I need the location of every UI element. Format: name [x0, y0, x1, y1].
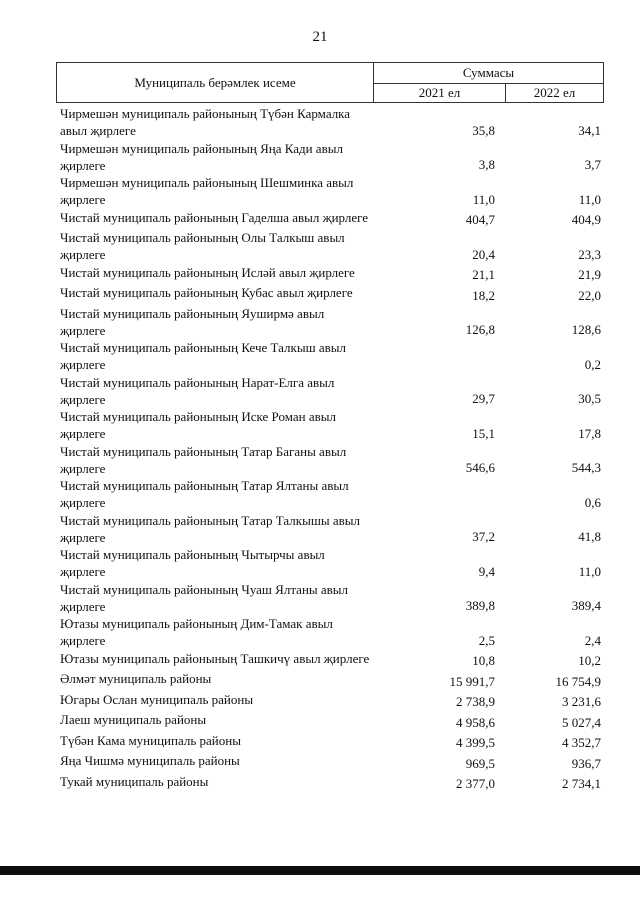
row-value-2021: 15,1	[472, 425, 495, 441]
header-year-2021: 2021 ел	[374, 84, 506, 102]
row-value-2021: 20,4	[472, 246, 495, 262]
row-value-2022: 128,6	[571, 322, 601, 337]
table-row	[0, 374, 640, 409]
row-value-2021: 4 399,5	[456, 735, 495, 750]
row-value-2022: 22,0	[578, 287, 601, 303]
row-name: Тукай муниципаль районы	[60, 773, 209, 789]
row-value-2022: 0,2	[584, 356, 601, 372]
row-name: Чистай муниципаль районының Татар Баганы авыл җирлеге	[60, 443, 347, 476]
row-value-2021: 4 958,6	[456, 714, 495, 730]
row-name: Ютазы муниципаль районының Ташкичү авыл җирлеге	[60, 650, 370, 666]
row-value-2022: 3,7	[584, 157, 601, 172]
row-value-2021: 2,5	[478, 632, 495, 648]
table-row	[0, 732, 640, 753]
table-row	[0, 773, 640, 794]
row-value-2022: 17,8	[578, 425, 601, 441]
row-name: Чистай муниципаль районының Татар Ялтаны авыл җирлеге	[60, 478, 349, 510]
row-value-2022: 34,1	[578, 122, 601, 138]
table-row	[0, 546, 640, 581]
table-row	[0, 174, 640, 209]
table-row	[0, 477, 640, 512]
row-value-2022: 10,2	[578, 653, 601, 668]
table-row	[0, 305, 640, 340]
row-name: Чистай муниципаль районының Исләй авыл җирлеге	[60, 264, 355, 280]
row-value-2022: 3 231,6	[562, 694, 601, 709]
row-name: Чистай муниципаль районының Иске Роман авыл җирлеге	[60, 409, 336, 441]
table-row	[0, 670, 640, 691]
row-name: Чирмешән муниципаль районының Шешминка авыл җирлеге	[60, 175, 354, 207]
table-row	[0, 339, 640, 374]
table-row	[0, 408, 640, 443]
table-row	[0, 615, 640, 650]
row-value-2021: 21,1	[472, 267, 495, 282]
row-name: Югары Ослан муниципаль районы	[60, 691, 254, 707]
row-name: Чистай муниципаль районының Гаделша авыл җирлеге	[60, 209, 369, 225]
row-value-2021: 2 377,0	[456, 776, 495, 791]
row-value-2022: 21,9	[578, 267, 601, 282]
header-year-2022: 2022 ел	[533, 85, 576, 100]
table-row	[0, 264, 640, 285]
row-value-2022: 2 734,1	[562, 776, 601, 791]
row-value-2022: 389,4	[571, 598, 601, 613]
row-name: Чистай муниципаль районының Чуаш Ялтаны авыл җирлеге	[60, 581, 349, 614]
row-name: Чистай муниципаль районының Яуширмә авыл җирлеге	[60, 305, 325, 338]
row-value-2021: 37,2	[472, 529, 495, 544]
row-value-2021: 389,8	[465, 598, 495, 613]
header-municipality-name: Муниципаль берәмлек исеме	[57, 63, 374, 102]
row-value-2022: 23,3	[578, 246, 601, 262]
row-name: Чистай муниципаль районының Нарат-Елга авыл җирлеге	[60, 374, 335, 407]
row-value-2021: 969,5	[465, 755, 495, 771]
table-row	[0, 443, 640, 478]
row-name: Чистай муниципаль районының Кубас авыл җирлеге	[60, 285, 353, 300]
row-name: Лаеш муниципаль районы	[60, 712, 207, 727]
row-value-2021: 404,7	[465, 212, 495, 227]
row-name: Әлмәт муниципаль районы	[60, 671, 212, 686]
row-value-2022: 30,5	[578, 391, 601, 406]
table-row	[0, 229, 640, 264]
row-value-2021: 3,8	[478, 157, 495, 172]
row-value-2021: 15 991,7	[449, 673, 495, 689]
row-name: Чистай муниципаль районының Олы Талкыш авыл җирлеге	[60, 230, 345, 262]
row-name: Чистай муниципаль районының Чытырчы авыл җирлеге	[60, 547, 325, 579]
table-row	[0, 711, 640, 732]
row-value-2022: 4 352,7	[562, 735, 601, 750]
table-header	[56, 62, 604, 103]
table-row	[0, 650, 640, 671]
table-row	[0, 581, 640, 616]
row-value-2022: 544,3	[571, 460, 601, 475]
row-name: Чистай муниципаль районының Татар Талкышы авыл җирлеге	[60, 512, 360, 545]
table-row	[0, 140, 640, 175]
row-value-2021: 126,8	[465, 322, 495, 337]
row-value-2022: 41,8	[578, 529, 601, 544]
row-value-2022: 0,6	[584, 494, 601, 510]
page-number: 21	[312, 29, 328, 45]
table-body	[0, 105, 640, 793]
row-name: Яңа Чишмә муниципаль районы	[60, 753, 240, 768]
table-row	[0, 512, 640, 547]
row-value-2022: 11,0	[578, 563, 601, 579]
row-name: Чирмешән муниципаль районының Яңа Кади авыл җирлеге	[60, 140, 343, 173]
row-value-2021: 29,7	[472, 391, 495, 406]
row-value-2022: 404,9	[571, 212, 601, 227]
row-value-2021: 10,8	[472, 653, 495, 668]
row-value-2022: 2,4	[584, 632, 601, 648]
table-row	[0, 105, 640, 140]
row-value-2022: 16 754,9	[555, 673, 601, 689]
row-name: Түбән Кама муниципаль районы	[60, 732, 241, 748]
row-name: Ютазы муниципаль районының Дим-Тамак авыл җирлеге	[60, 616, 333, 648]
row-value-2021: 2 738,9	[456, 694, 495, 709]
table-row	[0, 284, 640, 305]
row-value-2022: 936,7	[571, 755, 601, 771]
header-sum: Суммасы	[374, 63, 603, 84]
row-value-2021: 546,6	[465, 460, 495, 475]
table-row	[0, 752, 640, 773]
row-name: Чирмешән муниципаль районының Түбән Кармалка авыл җирлеге	[60, 106, 351, 138]
row-value-2021: 9,4	[478, 563, 495, 579]
row-value-2021: 11,0	[472, 191, 495, 207]
scan-bottom-edge	[0, 866, 640, 875]
table-row	[0, 209, 640, 230]
table-row	[0, 691, 640, 712]
row-value-2022: 11,0	[578, 191, 601, 207]
row-value-2021: 35,8	[472, 122, 495, 138]
row-value-2022: 5 027,4	[562, 714, 601, 730]
row-name: Чистай муниципаль районының Кече Талкыш авыл җирлеге	[60, 340, 346, 372]
row-value-2021: 18,2	[472, 287, 495, 303]
